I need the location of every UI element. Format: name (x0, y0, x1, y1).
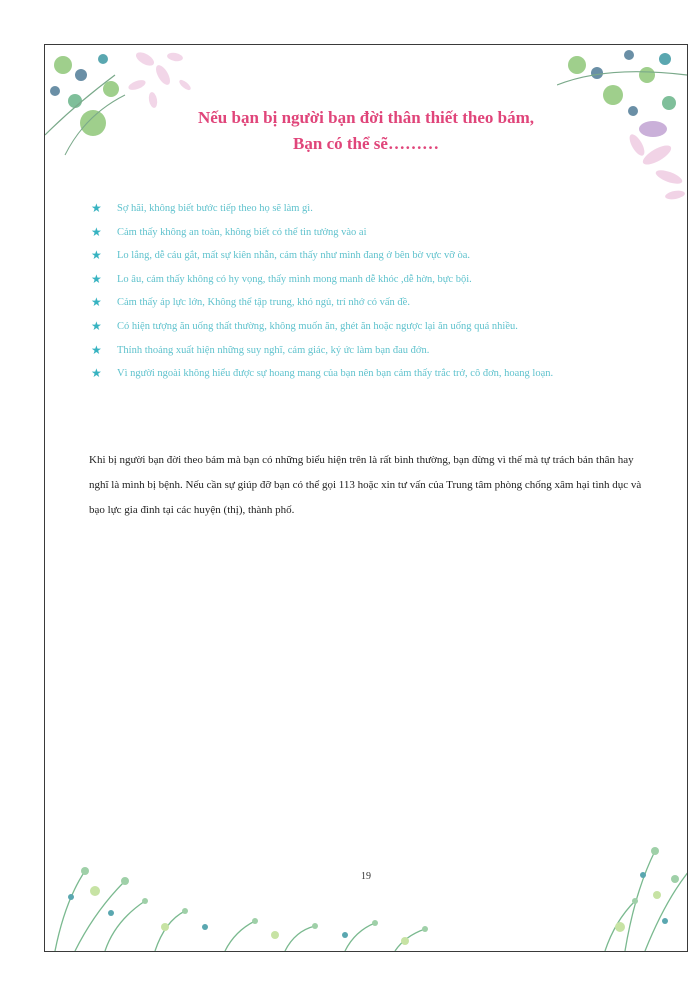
star-icon: ★ (91, 271, 102, 286)
list-item (91, 362, 651, 386)
list-item-text: Có hiện tượng ăn uống thất thường, không muốn ăn, ghét ăn hoặc ngược lại ăn uống quá nhiều. (117, 320, 518, 332)
list-item (91, 197, 651, 221)
list-item (91, 244, 651, 268)
title-line-2: Bạn có thể sẽ……… (293, 134, 439, 153)
star-icon: ★ (91, 248, 102, 263)
list-item (91, 268, 651, 292)
star-icon: ★ (91, 224, 102, 239)
star-icon: ★ (91, 201, 102, 215)
list-item-text: Lo âu, cảm thấy không có hy vọng, thấy mình mong manh dễ khóc ,dễ hờn, bực bội. (117, 273, 472, 285)
star-icon: ★ (91, 318, 102, 333)
list-item-text: Vì người ngoài không hiểu được sự hoang mang của bạn nên bạn cảm thấy trắc trở, cô đơn, hoang loạn. (117, 368, 554, 380)
star-icon: ★ (91, 295, 102, 310)
list-item-text: Cảm thấy không an toàn, không biết có thể tin tưởng vào ai (117, 226, 367, 238)
list-item (91, 315, 651, 339)
list-item (91, 221, 651, 245)
list-item-text: Cảm thấy áp lực lớn, Không thể tập trung, khó ngủ, trí nhớ có vấn đề. (117, 297, 410, 309)
plant-decoration-bottom (45, 831, 688, 951)
star-icon: ★ (91, 366, 102, 381)
page-title (45, 105, 687, 157)
symptom-list (91, 197, 651, 386)
list-item (91, 291, 651, 315)
page-number: 19 (361, 871, 371, 882)
list-item-text: Thỉnh thoảng xuất hiện những suy nghĩ, cảm giác, ký ức làm bạn đau đớn. (117, 344, 430, 356)
star-icon: ★ (91, 342, 102, 357)
list-item-text: Sợ hãi, không biết bước tiếp theo họ sẽ làm gì. (117, 203, 313, 214)
list-item-text: Lo lắng, dễ cáu gắt, mất sự kiên nhẫn, cảm thấy như mình đang ở bên bờ vực vỡ òa. (117, 250, 471, 262)
title-line-1: Nếu bạn bị người bạn đời thân thiết theo bám, (197, 108, 535, 127)
list-item (91, 339, 651, 363)
page-frame (44, 44, 688, 952)
body-paragraph: Khi bị người bạn đời theo bám mà bạn có những biểu hiện trên là rất bình thường, bạn đừng vì thế mà tự trách bản thân hay nghĩ là mình bị bệnh. Nếu cần sự giúp đỡ bạn có thể gọi 113 hoặc xin tư vấn của Trung tâm phòng chống xâm hại tình dục và bạo lực gia đình tại các huyện (thị), thành phố. (89, 454, 642, 516)
